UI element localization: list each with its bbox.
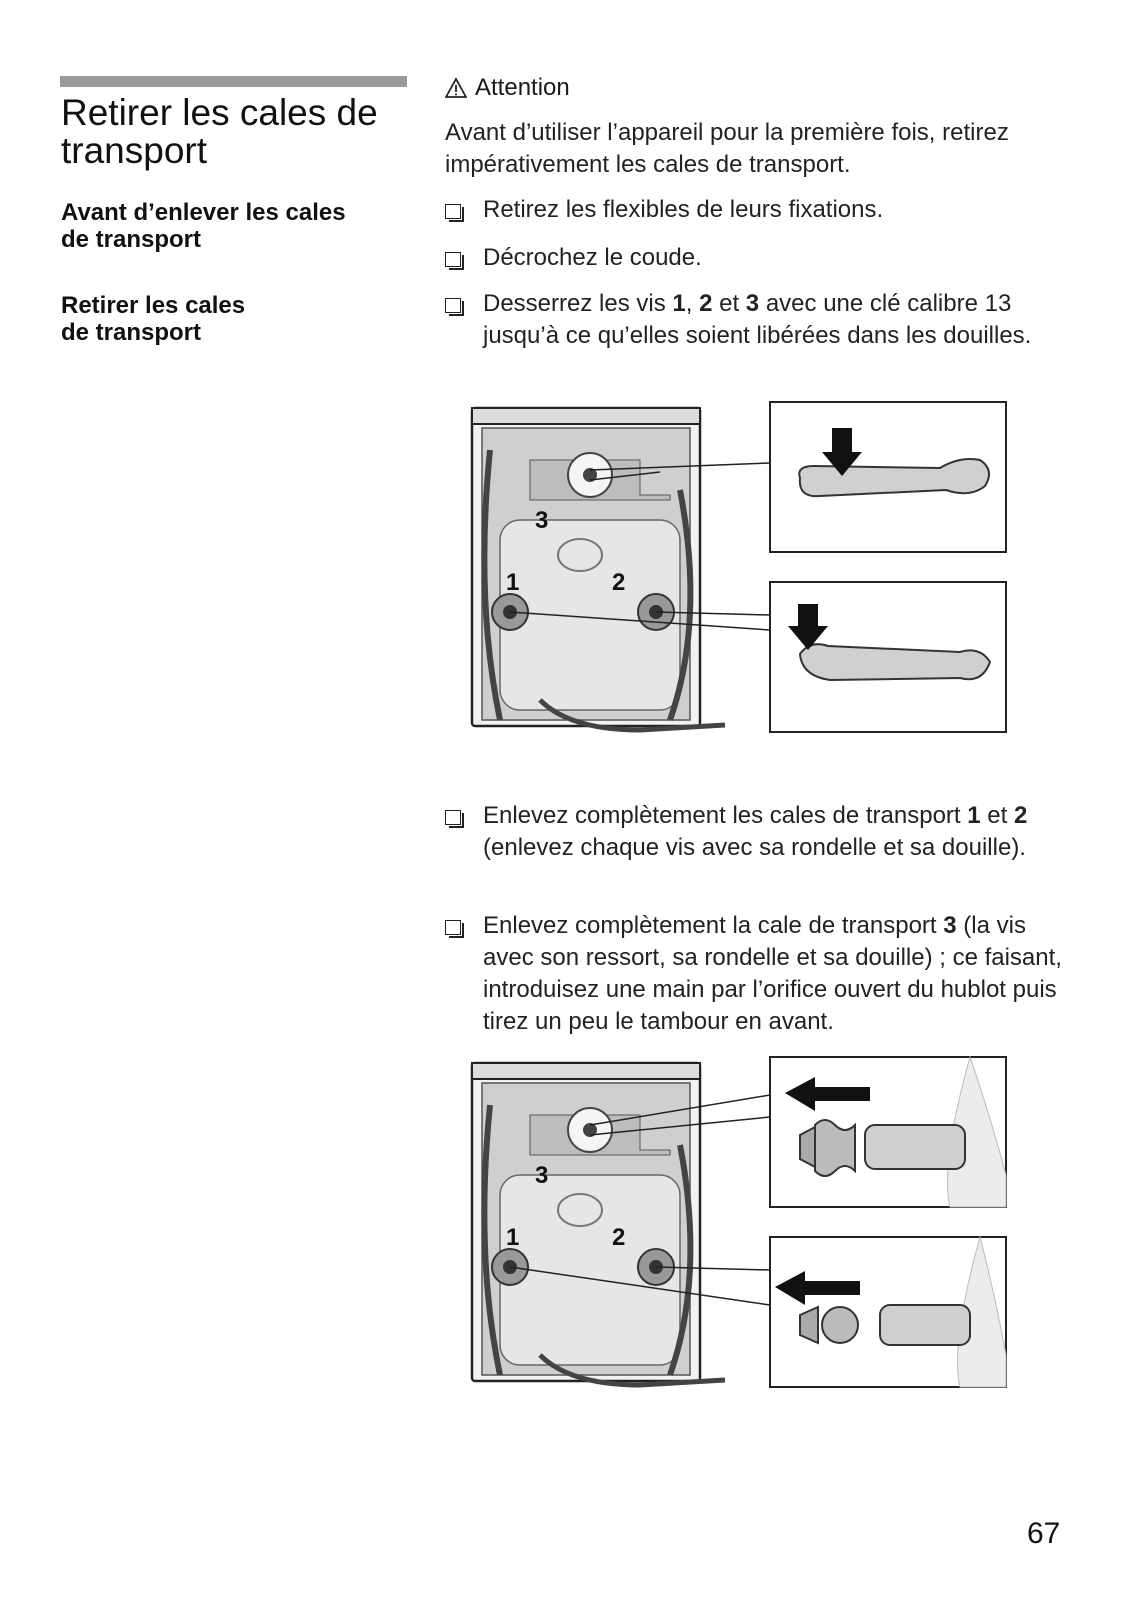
page-title: Retirer les cales de transport — [61, 92, 378, 171]
wrench-detail-top — [770, 402, 1006, 552]
step-text: Enlevez complètement la cale de transport 3 (la vis avec son ressort, sa rondelle et sa douille) ; ce faisant, introduisez une main par l’orifice ouvert du hublot puis tirez un peu le tambour en avant. — [483, 912, 1062, 1035]
label-3: 3 — [535, 1162, 549, 1189]
subhead-before: Avant d’enlever les cales de transport — [61, 199, 346, 253]
loosen-screws-figure — [470, 400, 1030, 760]
warning-triangle-icon — [445, 77, 467, 99]
step-text: Enlevez complètement les cales de transport 1 et 2 (enlevez chaque vis avec sa rondelle et sa douille). — [483, 802, 1028, 861]
remove-bolts-figure — [470, 1055, 1030, 1400]
checkbox-bullet-icon — [445, 920, 461, 935]
label-1: 1 — [506, 569, 520, 596]
bolt-detail-top — [770, 1057, 1006, 1207]
attention-heading — [445, 73, 570, 103]
attention-label: Attention — [475, 74, 570, 101]
step-text: Décrochez le coude. — [483, 244, 702, 271]
checkbox-bullet-icon — [445, 252, 461, 267]
checkbox-bullet-icon — [445, 298, 461, 313]
checkbox-bullet-icon — [445, 810, 461, 825]
bolt-detail-bottom — [770, 1237, 1006, 1387]
section-rule — [60, 76, 407, 87]
wrench-detail-bottom — [770, 582, 1006, 732]
label-2: 2 — [612, 569, 626, 596]
label-3: 3 — [535, 507, 549, 534]
subhead-remove: Retirer les cales de transport — [61, 292, 246, 346]
step-item — [445, 194, 1075, 226]
label-1: 1 — [506, 1224, 520, 1251]
label-2: 2 — [612, 1224, 626, 1251]
checkbox-bullet-icon — [445, 204, 461, 219]
page-number: 67 — [1027, 1517, 1061, 1550]
step-item — [445, 242, 1075, 274]
step-text: Retirez les flexibles de leurs fixations. — [483, 196, 884, 223]
step-text: Desserrez les vis 1, 2 et 3 avec une clé calibre 13 jusqu’à ce qu’elles soient libérées dans les douilles. — [483, 290, 1032, 349]
step-item — [445, 288, 1075, 352]
step-item — [445, 800, 1075, 864]
attention-text: Avant d’utiliser l’appareil pour la première fois, retirez impérativement les cales de transport. — [445, 119, 1009, 178]
step-item — [445, 910, 1075, 1038]
